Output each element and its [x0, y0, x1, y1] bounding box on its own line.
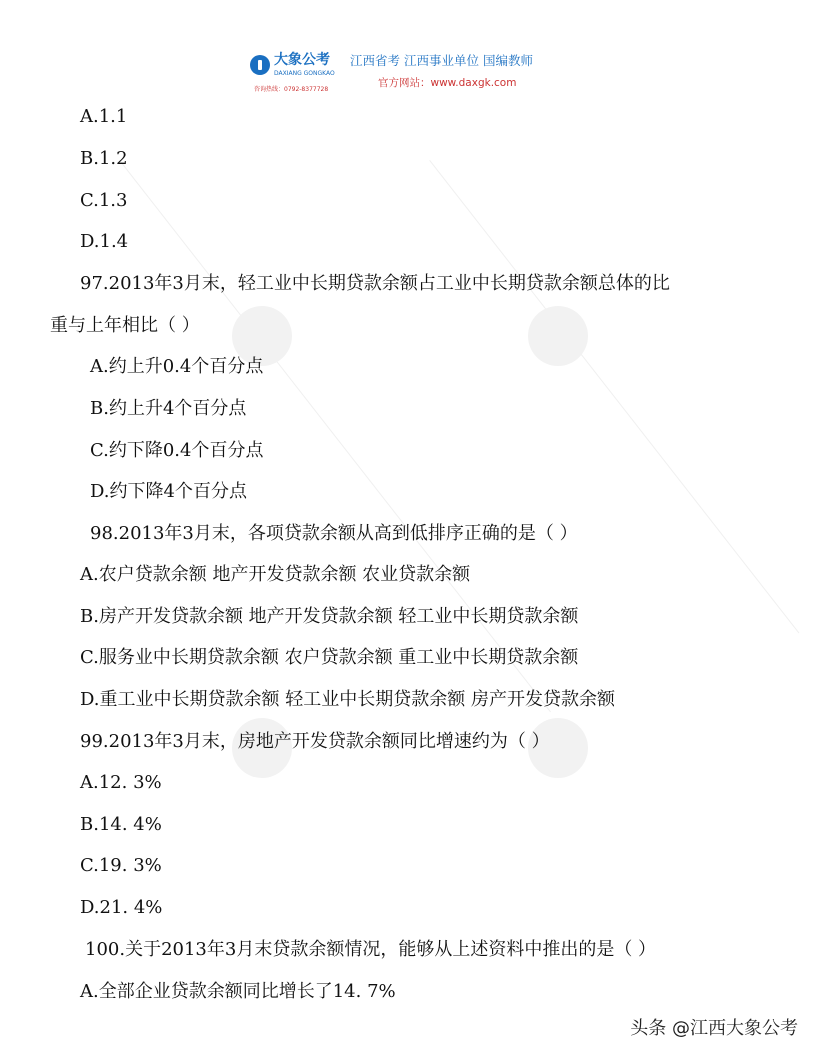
option-line: D.重工业中长期贷款余额 轻工业中长期贷款余额 房产开发贷款余额 [80, 689, 615, 710]
brand-name: 大象公考 [274, 52, 330, 68]
question-99: 99.2013年3月末，房地产开发贷款余额同比增速约为（ ） [80, 731, 550, 752]
option-line: B.14. 4% [80, 814, 162, 835]
option-line: D.21. 4% [80, 897, 163, 918]
watermark-logo-icon [528, 306, 588, 366]
option-line: C.约下降0.4个百分点 [90, 440, 264, 461]
option-line: A.1.1 [80, 106, 128, 127]
option-line: A.约上升0.4个百分点 [90, 356, 264, 377]
option-line: D.1.4 [80, 231, 129, 252]
option-line: A.农户贷款余额 地产开发贷款余额 农业贷款余额 [80, 564, 471, 585]
option-line: D.约下降4个百分点 [90, 481, 247, 502]
website: 官方网站：www.daxgk.com [378, 77, 517, 89]
option-line: C.1.3 [80, 190, 128, 211]
option-line: C.19. 3% [80, 855, 162, 876]
option-line: B.房产开发贷款余额 地产开发贷款余额 轻工业中长期贷款余额 [80, 606, 579, 627]
header-banner [250, 52, 570, 98]
footer-watermark: 头条 @江西大象公考 [630, 1018, 798, 1039]
brand-tagline: 江西省考 江西事业单位 国编教师 [350, 53, 533, 68]
option-line: A.全部企业贷款余额同比增长了14. 7% [80, 981, 396, 1002]
option-line: B.约上升4个百分点 [90, 398, 247, 419]
hotline: 咨询热线：0792-8377728 [254, 86, 329, 93]
watermark-line [429, 160, 799, 633]
question-97-cont: 重与上年相比（ ） [50, 315, 200, 336]
brand-logo-icon [250, 55, 270, 75]
question-97: 97.2013年3月末，轻工业中长期贷款余额占工业中长期贷款余额总体的比 [80, 273, 670, 294]
question-98: 98.2013年3月末，各项贷款余额从高到低排序正确的是（ ） [90, 523, 578, 544]
option-line: C.服务业中长期贷款余额 农户贷款余额 重工业中长期贷款余额 [80, 647, 579, 668]
brand-subtitle: DAXIANG GONGKAO [274, 70, 335, 77]
question-100: 100.关于2013年3月末贷款余额情况，能够从上述资料中推出的是（ ） [85, 939, 657, 960]
watermark-line [119, 160, 551, 712]
option-line: A.12. 3% [80, 772, 162, 793]
option-line: B.1.2 [80, 148, 128, 169]
